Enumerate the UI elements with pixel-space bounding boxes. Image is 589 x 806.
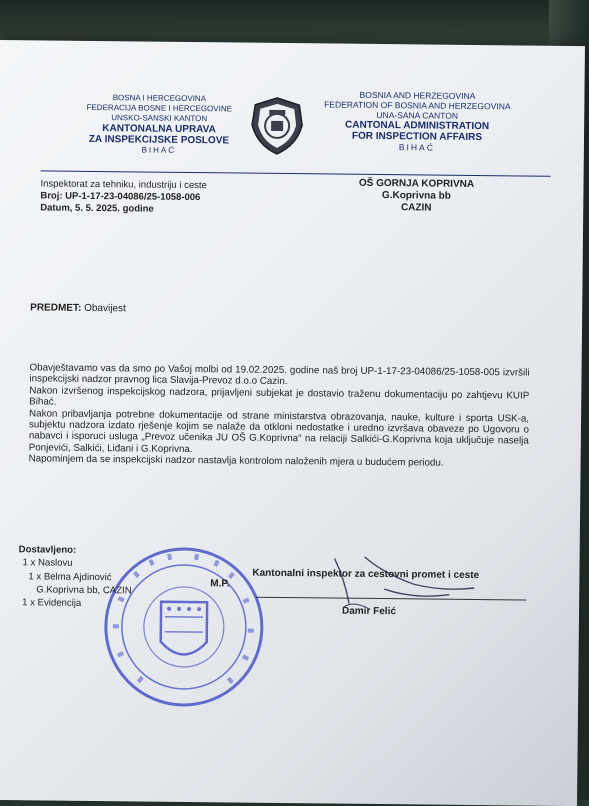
recipient-line2: G.Koprivna bb [381, 190, 451, 202]
reference-number: Broj: UP-1-17-23-04086/25-1058-006 [40, 190, 201, 204]
delivery-title: Dostavljeno: [18, 544, 77, 556]
header-divider [41, 170, 551, 176]
signatory-name: Damir Felić [341, 605, 397, 618]
delivery-list [18, 543, 179, 611]
header-right-line5: FOR INSPECTION AFFAIRS [351, 130, 483, 144]
body-paragraph-1: Obavještavamo vas da smo po Vašoj molbi od 19.02.2025. godine naš broj UP-1-17-23-04086/25-1058-005 izvršili inspekcijski nadzor pravnog lica Slavija-Prevoz d.o.o Cazin. [29, 362, 530, 388]
signatory-title: Kantonalni inspektor za cestovni promet i ceste [252, 567, 480, 582]
header-right-line3: UNA-SANA CANTON [376, 109, 459, 121]
header-left-line5: ZA INSPEKCIJSKE POSLOVE [88, 133, 230, 147]
delivery-item-2: 1 x Belma Ajdinović [28, 570, 112, 583]
document-page [0, 40, 585, 806]
header-right-line4: CANTONAL ADMINISTRATION [345, 119, 490, 133]
header-left-line6: BIHAĆ [141, 145, 177, 155]
delivery-item-4: 1 x Evidencija [22, 597, 82, 610]
header-right-line1: BOSNIA AND HERZEGOVINA [359, 89, 476, 101]
body-paragraph-2: Nakon izvršenog inspekcijskog nadzora, prijavljeni subjekat je dostavio traženu dokumentaciju po zahtjevu KUIP Bihać. [29, 385, 530, 408]
seal-mark: M.P. [210, 578, 230, 590]
header-left-line2: FEDERACIJA BOSNE I HERCEGOVINE [86, 102, 233, 114]
header-left [69, 93, 250, 157]
header-right-line6: BIHAĆ [398, 142, 435, 153]
delivery-item-3: G.Koprivna bb, CAZIN [36, 584, 132, 597]
subject-label: PREDMET: [30, 302, 82, 314]
recipient-line1: OŠ GORNJA KOPRIVNA [358, 177, 475, 190]
recipient-line3: CAZIN [400, 202, 432, 214]
police-shield-logo-icon [247, 95, 308, 158]
document-date: Datum, 5. 5. 2025. godine [40, 202, 154, 215]
delivery-item-1: 1 x Naslovu [22, 557, 73, 570]
header-right [317, 89, 518, 153]
body-paragraph-3: Nakon pribavljanja potrebne dokumentacije od strane ministarstva obrazovanja, nauke, kulture i sporta USK-a, subjektu nadzora izdato rješenje kojim se nalaže da otkloni nedostatke i uredno izvršava obaveze po Ugovoru o nabavci i isporuci usluga „Prevoz učenika JU OŠ G.Koprivna“ na relaciji Salkići-G.Koprivna koja uključuje naselja Ponjevići, Salkići, Liđani i G.Koprivna. [28, 407, 530, 455]
handwritten-signature [274, 548, 535, 631]
header-left-line4: KANTONALNA UPRAVA [102, 123, 216, 136]
letter-body [29, 362, 530, 470]
document-meta [40, 178, 260, 216]
subject-value: Obavijest [84, 302, 126, 315]
recipient-address [316, 177, 516, 215]
department: Inspektorat za tehniku, industriju i ceste [40, 178, 207, 192]
subject-line [30, 302, 126, 314]
body-paragraph-4: Napominjem da se inspekcijski nadzor nastavlja kontrolom naloženih mjera u budućem periodu. [28, 453, 444, 469]
header-left-line3: UNSKO-SANSKI KANTON [111, 113, 208, 124]
header-right-line2: FEDERATION OF BOSNIA AND HERZEGOVINA [324, 99, 511, 112]
header-left-line1: BOSNA I HERCEGOVINA [112, 93, 207, 104]
